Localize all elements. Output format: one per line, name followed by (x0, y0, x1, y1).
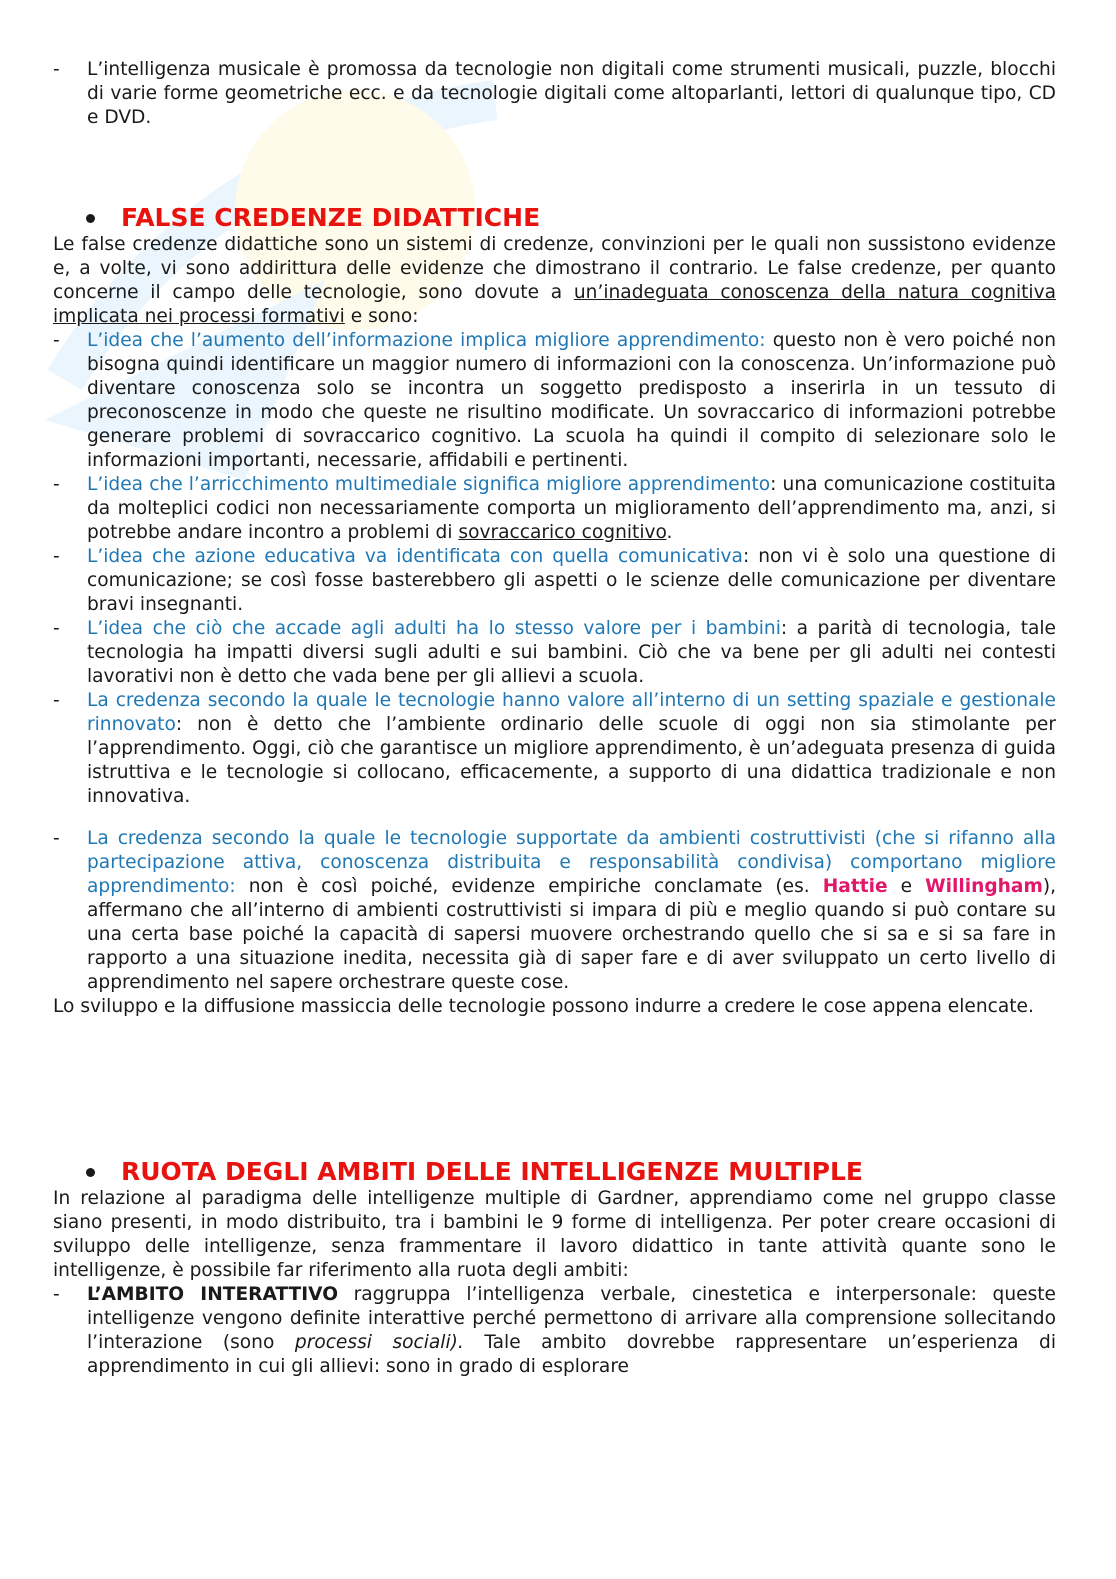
section-heading-false-credenze: FALSE CREDENZE DIDATTICHE (53, 203, 1056, 233)
author-hattie: Hattie (822, 876, 888, 897)
bullet-icon (86, 214, 95, 223)
list-item-costruttivisti: - La credenza secondo la quale le tecnologie supportate da ambienti costruttivisti (che si rifanno alla partecipazione attiva, conoscenza distribuita e responsabilità condivisa) comportano migliore apprendimento: non è così poiché, evidenze empiriche conclamate (es. Hattie e Willingham), affermano che all’interno di ambienti costruttivisti si impara di più e meglio quando si può contare su una certa base poiché la capacità di sapersi muovere orchestrando quello che si sa e si sa fare in rapporto a una situazione inedita, necessita già di saper fare e di aver sviluppato un certo livello di apprendimento nel sapere orchestrare queste cose. (53, 827, 1056, 995)
bullet-icon (86, 1168, 95, 1177)
list-item: - La credenza secondo la quale le tecnologie hanno valore all’interno di un setting spaziale e gestionale rinnovato: non è detto che l’ambiente ordinario delle scuole di oggi non sia stimolante per l’apprendimento. Oggi, ciò che garantisce un migliore apprendimento, è un’adeguata presenza di guida istruttiva e le tecnologie si collocano, efficacemente, a supporto di una didattica tradizionale e non innovativa. (53, 689, 1056, 809)
paragraph-false-credenze-intro: Le false credenze didattiche sono un sistemi di credenze, convinzioni per le quali non sussistono evidenze e, a volte, vi sono addirittura delle evidenze che dimostrano il contrario. Le false credenze, per quanto concerne il campo delle tecnologie, sono dovute a un’inadeguata conoscenza della natura cognitiva implicata nei processi formativi e sono: (53, 234, 1056, 327)
list-item: - L’idea che l’aumento dell’informazione implica migliore apprendimento: questo non è vero poiché non bisogna quindi identificare un maggior numero di informazioni con la conoscenza. Un’informazione può diventare conoscenza solo se incontra un soggetto predisposto a inserirla in un tessuto di preconoscenze in modo che queste ne risultino modificate. Un sovraccarico di informazioni potrebbe generare problemi di sovraccarico cognitivo. La scuola ha quindi il compito di selezionare solo le informazioni importanti, necessarie, affidabili e pertinenti. (53, 329, 1056, 473)
section-heading-ruota-ambiti: RUOTA DEGLI AMBITI DELLE INTELLIGENZE MULTIPLE (53, 1157, 1056, 1187)
author-willingham: Willingham (925, 876, 1043, 897)
paragraph-ruota-intro: In relazione al paradigma delle intelligenze multiple di Gardner, apprendiamo come nel gruppo classe siano presenti, in modo distribuito, tra i bambini le 9 forme di intelligenza. Per poter creare occasioni di sviluppo delle intelligenze, senza frammentare il lavoro didattico in tante attività quante sono le intelligenze, è possibile far riferimento alla ruota degli ambiti: (53, 1188, 1056, 1281)
list-item: - L’idea che azione educativa va identificata con quella comunicativa: non vi è solo una questione di comunicazione; se così fosse basterebbero gli aspetti o le scienze delle comunicazione per diventare bravi insegnanti. (53, 545, 1056, 617)
paragraph-closing: Lo sviluppo e la diffusione massiccia delle tecnologie possono indurre a credere le cose appena elencate. (53, 996, 1034, 1017)
list-item: - L’idea che l’arricchimento multimediale significa migliore apprendimento: una comunicazione costituita da molteplici codici non necessariamente comporta un miglioramento dell’apprendimento ma, anzi, si potrebbe andare incontro a problemi di sovraccarico cognitivo. (53, 473, 1056, 545)
list-item: - L’idea che ciò che accade agli adulti ha lo stesso valore per i bambini: a parità di tecnologia, tale tecnologia ha impatti diversi sugli adulti e sui bambini. Ciò che va bene per gli adulti nei contesti lavorativi non è detto che vada bene per gli allievi a scuola. (53, 617, 1056, 689)
document-page (53, 58, 1056, 1379)
list-item-intelligenza-musicale: - L’intelligenza musicale è promossa da tecnologie non digitali come strumenti musicali, puzzle, blocchi di varie forme geometriche ecc. e da tecnologie digitali come altoparlanti, lettori di qualunque tipo, CD e DVD. (53, 58, 1056, 130)
list-item-ambito-interattivo: - L’AMBITO INTERATTIVO raggruppa l’intelligenza verbale, cinestetica e interpersonale: queste intelligenze vengono definite interattive perché permettono di arrivare alla comprensione sollecitando l’interazione (sono processi sociali). Tale ambito dovrebbe rappresentare un’esperienza di apprendimento in cui gli allievi: sono in grado di esplorare (53, 1283, 1056, 1379)
